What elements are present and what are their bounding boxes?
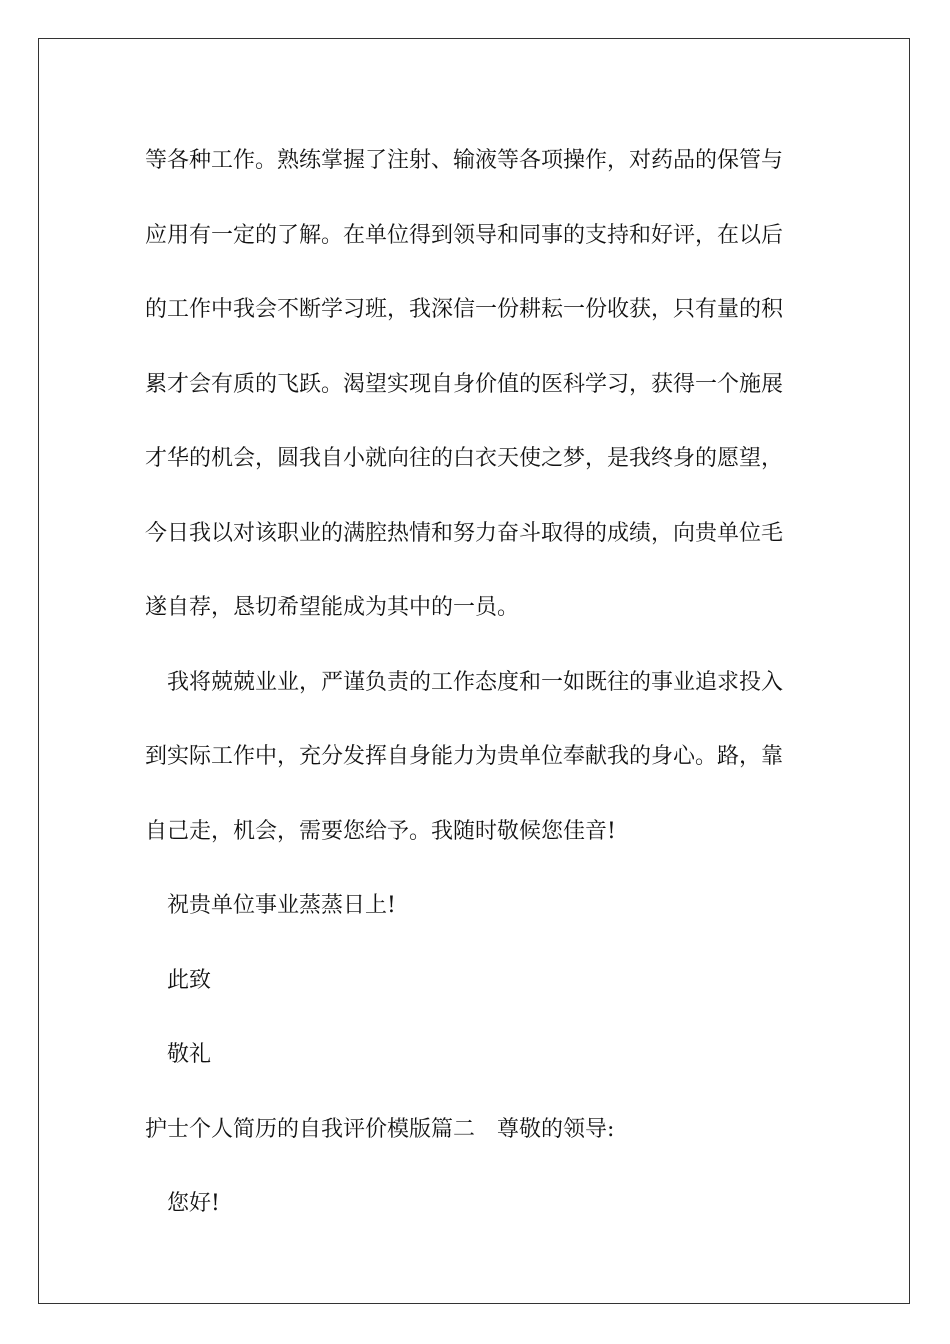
- body-line: 的工作中我会不断学习班，我深信一份耕耘一份收获，只有量的积: [145, 297, 784, 322]
- paragraph-start-line: 我将兢兢业业，严谨负责的工作态度和一如既往的事业追求投入: [167, 669, 784, 695]
- body-line: 今日我以对该职业的满腔热情和努力奋斗取得的成绩，向贵单位毛: [145, 520, 784, 546]
- section-heading: 护士个人简历的自我评价模版篇二 尊敬的领导:: [145, 1116, 615, 1142]
- body-line: 到实际工作中，充分发挥自身能力为贵单位奉献我的身心。路，靠: [145, 744, 784, 769]
- closing-wish: 祝贵单位事业蒸蒸日上!: [167, 893, 396, 918]
- body-line: 等各种工作。熟练掌握了注射、输液等各项操作，对药品的保管与: [145, 148, 784, 173]
- document-body: [145, 124, 795, 1242]
- body-line: 遂自荐，恳切希望能成为其中的一员。: [145, 595, 520, 620]
- closing-regards: 敬礼: [167, 1042, 212, 1067]
- body-line: 累才会有质的飞跃。渴望实现自身价值的医科学习，获得一个施展: [145, 371, 784, 397]
- body-line: 才华的机会，圆我自小就向往的白衣天使之梦，是我终身的愿望，: [145, 446, 784, 471]
- body-line: 自己走，机会，需要您给予。我随时敬候您佳音!: [145, 818, 616, 844]
- greeting: 您好!: [167, 1191, 220, 1216]
- body-line: 应用有一定的了解。在单位得到领导和同事的支持和好评，在以后: [145, 222, 784, 248]
- closing-salutation: 此致: [167, 967, 212, 993]
